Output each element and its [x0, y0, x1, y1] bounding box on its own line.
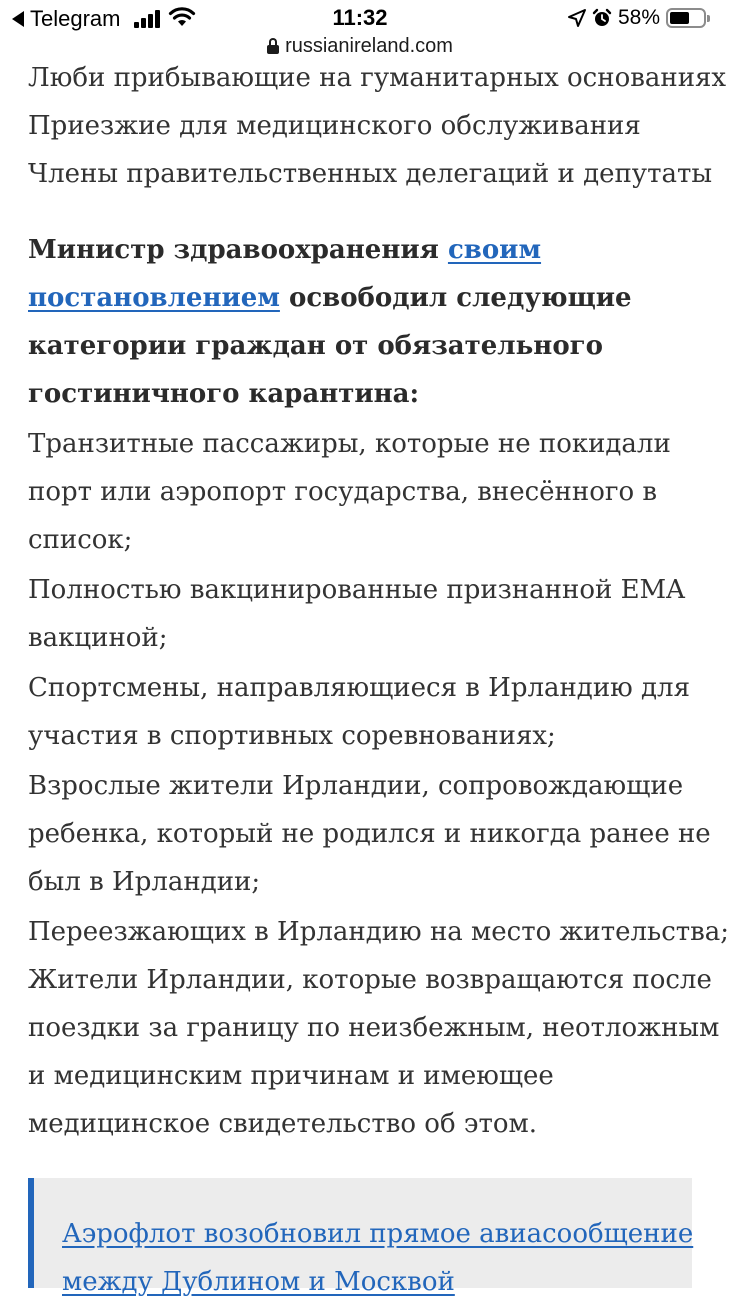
- status-right: [568, 5, 706, 31]
- battery-nub: [707, 15, 710, 22]
- exemption-heading-line: гостиничного карантина:: [28, 379, 420, 409]
- list-item: Люби прибывающие на гуманитарных основаниях: [28, 63, 727, 93]
- battery-percent: 58%: [617, 6, 660, 29]
- lock-icon: [267, 38, 279, 54]
- exemption-heading-line: категории граждан от обязательного: [28, 331, 603, 361]
- exemption-line: Жители Ирландии, которые возвращаются после: [28, 965, 712, 995]
- exemption-heading-line: [28, 274, 632, 322]
- decree-link[interactable]: своим: [447, 235, 542, 265]
- clock: 11:32: [332, 5, 388, 30]
- exemption-line: был в Ирландии;: [28, 867, 261, 897]
- location-arrow-icon: [568, 9, 586, 27]
- battery-icon: [666, 8, 706, 28]
- exemption-line: ребенка, который не родился и никогда ранее не: [28, 819, 711, 849]
- exemption-line: участия в спортивных соревнованиях;: [28, 721, 556, 751]
- decree-link[interactable]: постановлением: [28, 283, 280, 313]
- exemption-line: порт или аэропорт государства, внесённого в: [28, 477, 658, 507]
- exemption-line: Переезжающих в Ирландию на место жительства;: [28, 917, 729, 947]
- related-article-link[interactable]: Аэрофлот возобновил прямое авиасообщение: [62, 1219, 694, 1249]
- exemption-line: Полностью вакцинированные признанной EMA: [28, 575, 685, 605]
- exemption-line: медицинское свидетельство об этом.: [28, 1109, 537, 1139]
- domain-label: russianireland.com: [285, 34, 453, 57]
- battery-level: [670, 12, 689, 24]
- exemption-heading-line: [28, 226, 541, 274]
- heading-text: освободил следующие: [279, 283, 632, 313]
- exemption-line: вакциной;: [28, 623, 168, 653]
- exemption-line: Спортсмены, направляющиеся в Ирландию для: [28, 673, 690, 703]
- list-item: Приезжие для медицинского обслуживания: [28, 111, 641, 141]
- exemption-line: поездки за границу по неизбежным, неотложным: [28, 1013, 720, 1043]
- status-bar: [0, 0, 720, 36]
- related-article-link[interactable]: между Дублином и Москвой: [62, 1267, 455, 1297]
- back-app-label: Telegram: [30, 6, 121, 31]
- heading-text: Министр здравоохранения: [28, 235, 448, 265]
- exemption-line: список;: [28, 525, 133, 555]
- alarm-clock-icon: [592, 8, 612, 28]
- exemption-line: и медицинским причинам и имеющее: [28, 1061, 554, 1091]
- list-item: Члены правительственных делегаций и депутаты: [28, 159, 713, 189]
- exemption-line: Транзитные пассажиры, которые не покидали: [28, 429, 671, 459]
- exemption-line: Взрослые жители Ирландии, сопровождающие: [28, 771, 684, 801]
- related-article-block: [28, 1178, 694, 1297]
